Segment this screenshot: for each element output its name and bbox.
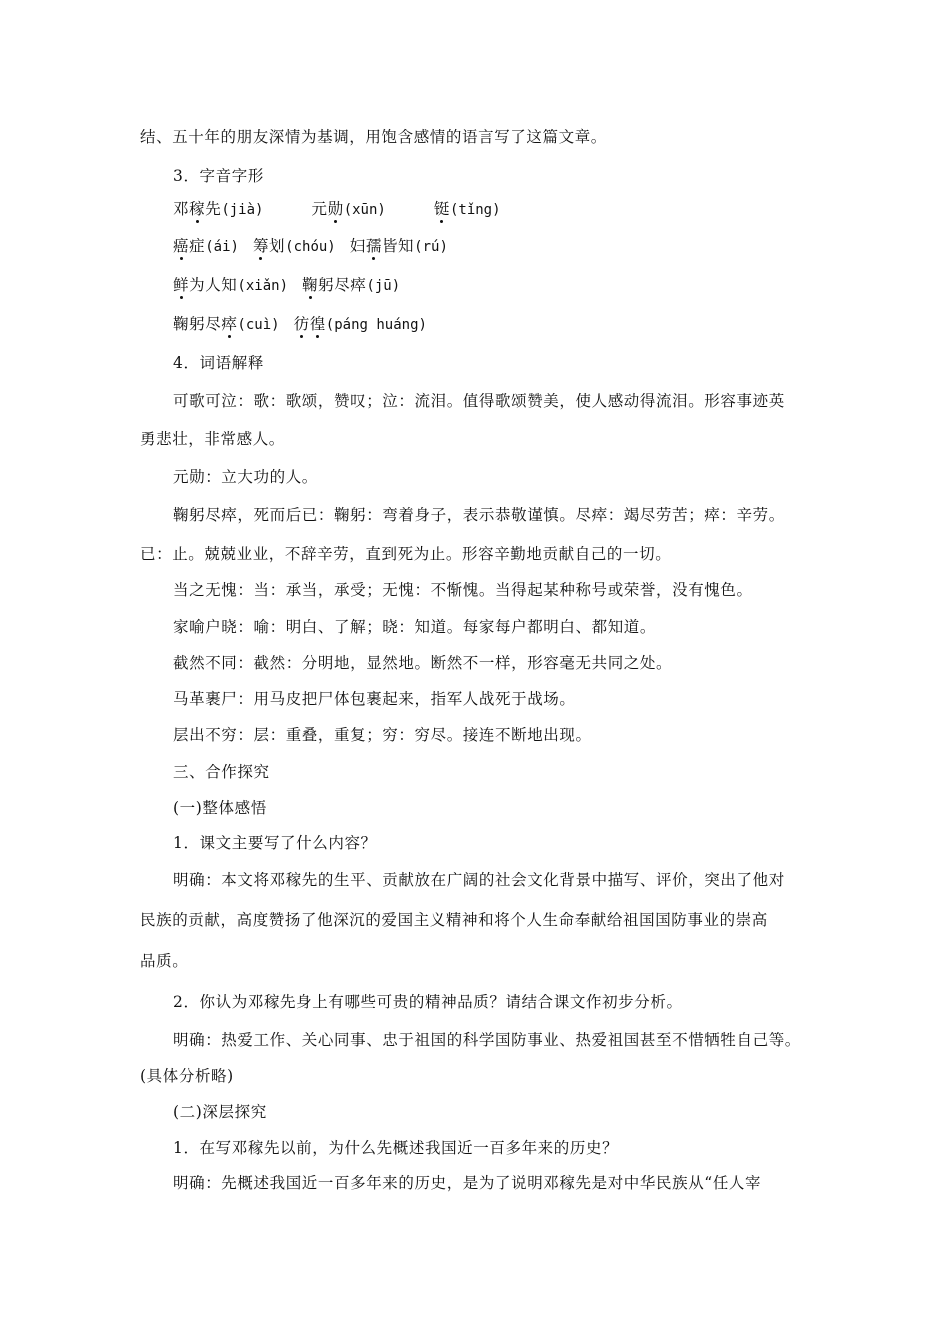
pronunciation-row-2	[173, 236, 448, 257]
subsection-heading: (一)整体感悟	[173, 799, 267, 817]
paragraph-line: 明确：先概述我国近一百多年来的历史，是为了说明邓稼先是对中华民族从“任人宰	[173, 1174, 762, 1192]
question: 1．在写邓稼先以前，为什么先概述我国近一百多年来的历史？	[173, 1139, 619, 1157]
paragraph-line: 明确：本文将邓稼先的生平、贡献放在广阔的社会文化背景中描写、评价，突出了他对	[173, 871, 785, 889]
paragraph-line: 民族的贡献，高度赞扬了他深沉的爱国主义精神和将个人生命奉献给祖国国防事业的崇高	[140, 911, 768, 929]
question: 2．你认为邓稼先身上有哪些可贵的精神品质？请结合课文作初步分析。	[173, 993, 683, 1011]
pinyin: (tǐng)	[449, 202, 501, 218]
paragraph-line: 家喻户晓：喻：明白、了解；晓：知道。每家每户都明白、都知道。	[173, 618, 657, 636]
word: 元勋	[311, 200, 344, 218]
paragraph-line: 可歌可泣：歌：歌颂，赞叹；泣：流泪。值得歌颂赞美，使人感动得流泪。形容事迹英	[173, 392, 785, 410]
paragraph-line: 已：止。兢兢业业，不辞辛劳，直到死为止。形容辛勤地贡献自己的一切。	[140, 545, 672, 563]
paragraph-line: 品质。	[140, 952, 189, 970]
question: 1．课文主要写了什么内容？	[173, 834, 377, 852]
paragraph-line: (具体分析略)	[140, 1067, 234, 1085]
section-heading: 三、合作探究	[173, 763, 270, 781]
paragraph-line: 鞠躬尽瘁，死而后已：鞠躬：弯着身子，表示恭敬谨慎。尽瘁：竭尽劳苦；瘁：辛劳。	[173, 506, 785, 524]
paragraph-line: 元勋：立大功的人。	[173, 468, 318, 486]
pronunciation-row-1	[173, 199, 501, 220]
pronunciation-row-3	[173, 275, 400, 296]
subsection-heading: (二)深层探究	[173, 1103, 267, 1121]
word: 鞠躬尽瘁	[173, 315, 238, 333]
word: 邓稼先	[173, 200, 222, 218]
paragraph-line: 结、五十年的朋友深情为基调，用饱含感情的语言写了这篇文章。	[140, 128, 607, 146]
pinyin: (chóu)	[285, 239, 336, 255]
paragraph-line: 马革裹尸：用马皮把尸体包裹起来，指军人战死于战场。	[173, 690, 576, 708]
word: 妇孺皆知	[349, 237, 415, 255]
pinyin: (rú)	[414, 239, 448, 255]
pinyin: (xūn)	[343, 202, 386, 218]
paragraph-line: 当之无愧：当：承当，承受；无愧：不惭愧。当得起某种称号或荣誉，没有愧色。	[173, 581, 753, 599]
paragraph-line: 层出不穷：层：重叠，重复；穷：穷尽。接连不断地出现。	[173, 726, 592, 744]
section-heading: 3．字音字形	[173, 167, 264, 185]
pinyin: (páng huáng)	[325, 317, 427, 333]
paragraph-line: 截然不同：截然：分明地，显然地。断然不一样，形容毫无共同之处。	[173, 654, 673, 672]
pinyin: (xiǎn)	[237, 278, 288, 294]
word: 癌症	[173, 237, 206, 255]
pinyin: (cuì)	[237, 317, 280, 333]
pinyin: (jū)	[366, 278, 401, 294]
word: 鲜为人知	[173, 276, 238, 294]
word: 筹划	[252, 237, 286, 255]
pronunciation-row-4	[173, 314, 427, 335]
word: 彷徨	[293, 315, 326, 333]
word: 鞠躬尽瘁	[302, 276, 367, 294]
pinyin: (jià)	[221, 202, 264, 218]
word: 铤	[433, 200, 450, 218]
pinyin: (ái)	[205, 239, 239, 255]
section-heading: 4．词语解释	[173, 354, 264, 372]
paragraph-line: 勇悲壮，非常感人。	[140, 430, 285, 448]
paragraph-line: 明确：热爱工作、关心同事、忠于祖国的科学国防事业、热爱祖国甚至不惜牺牲自己等。	[173, 1031, 801, 1049]
